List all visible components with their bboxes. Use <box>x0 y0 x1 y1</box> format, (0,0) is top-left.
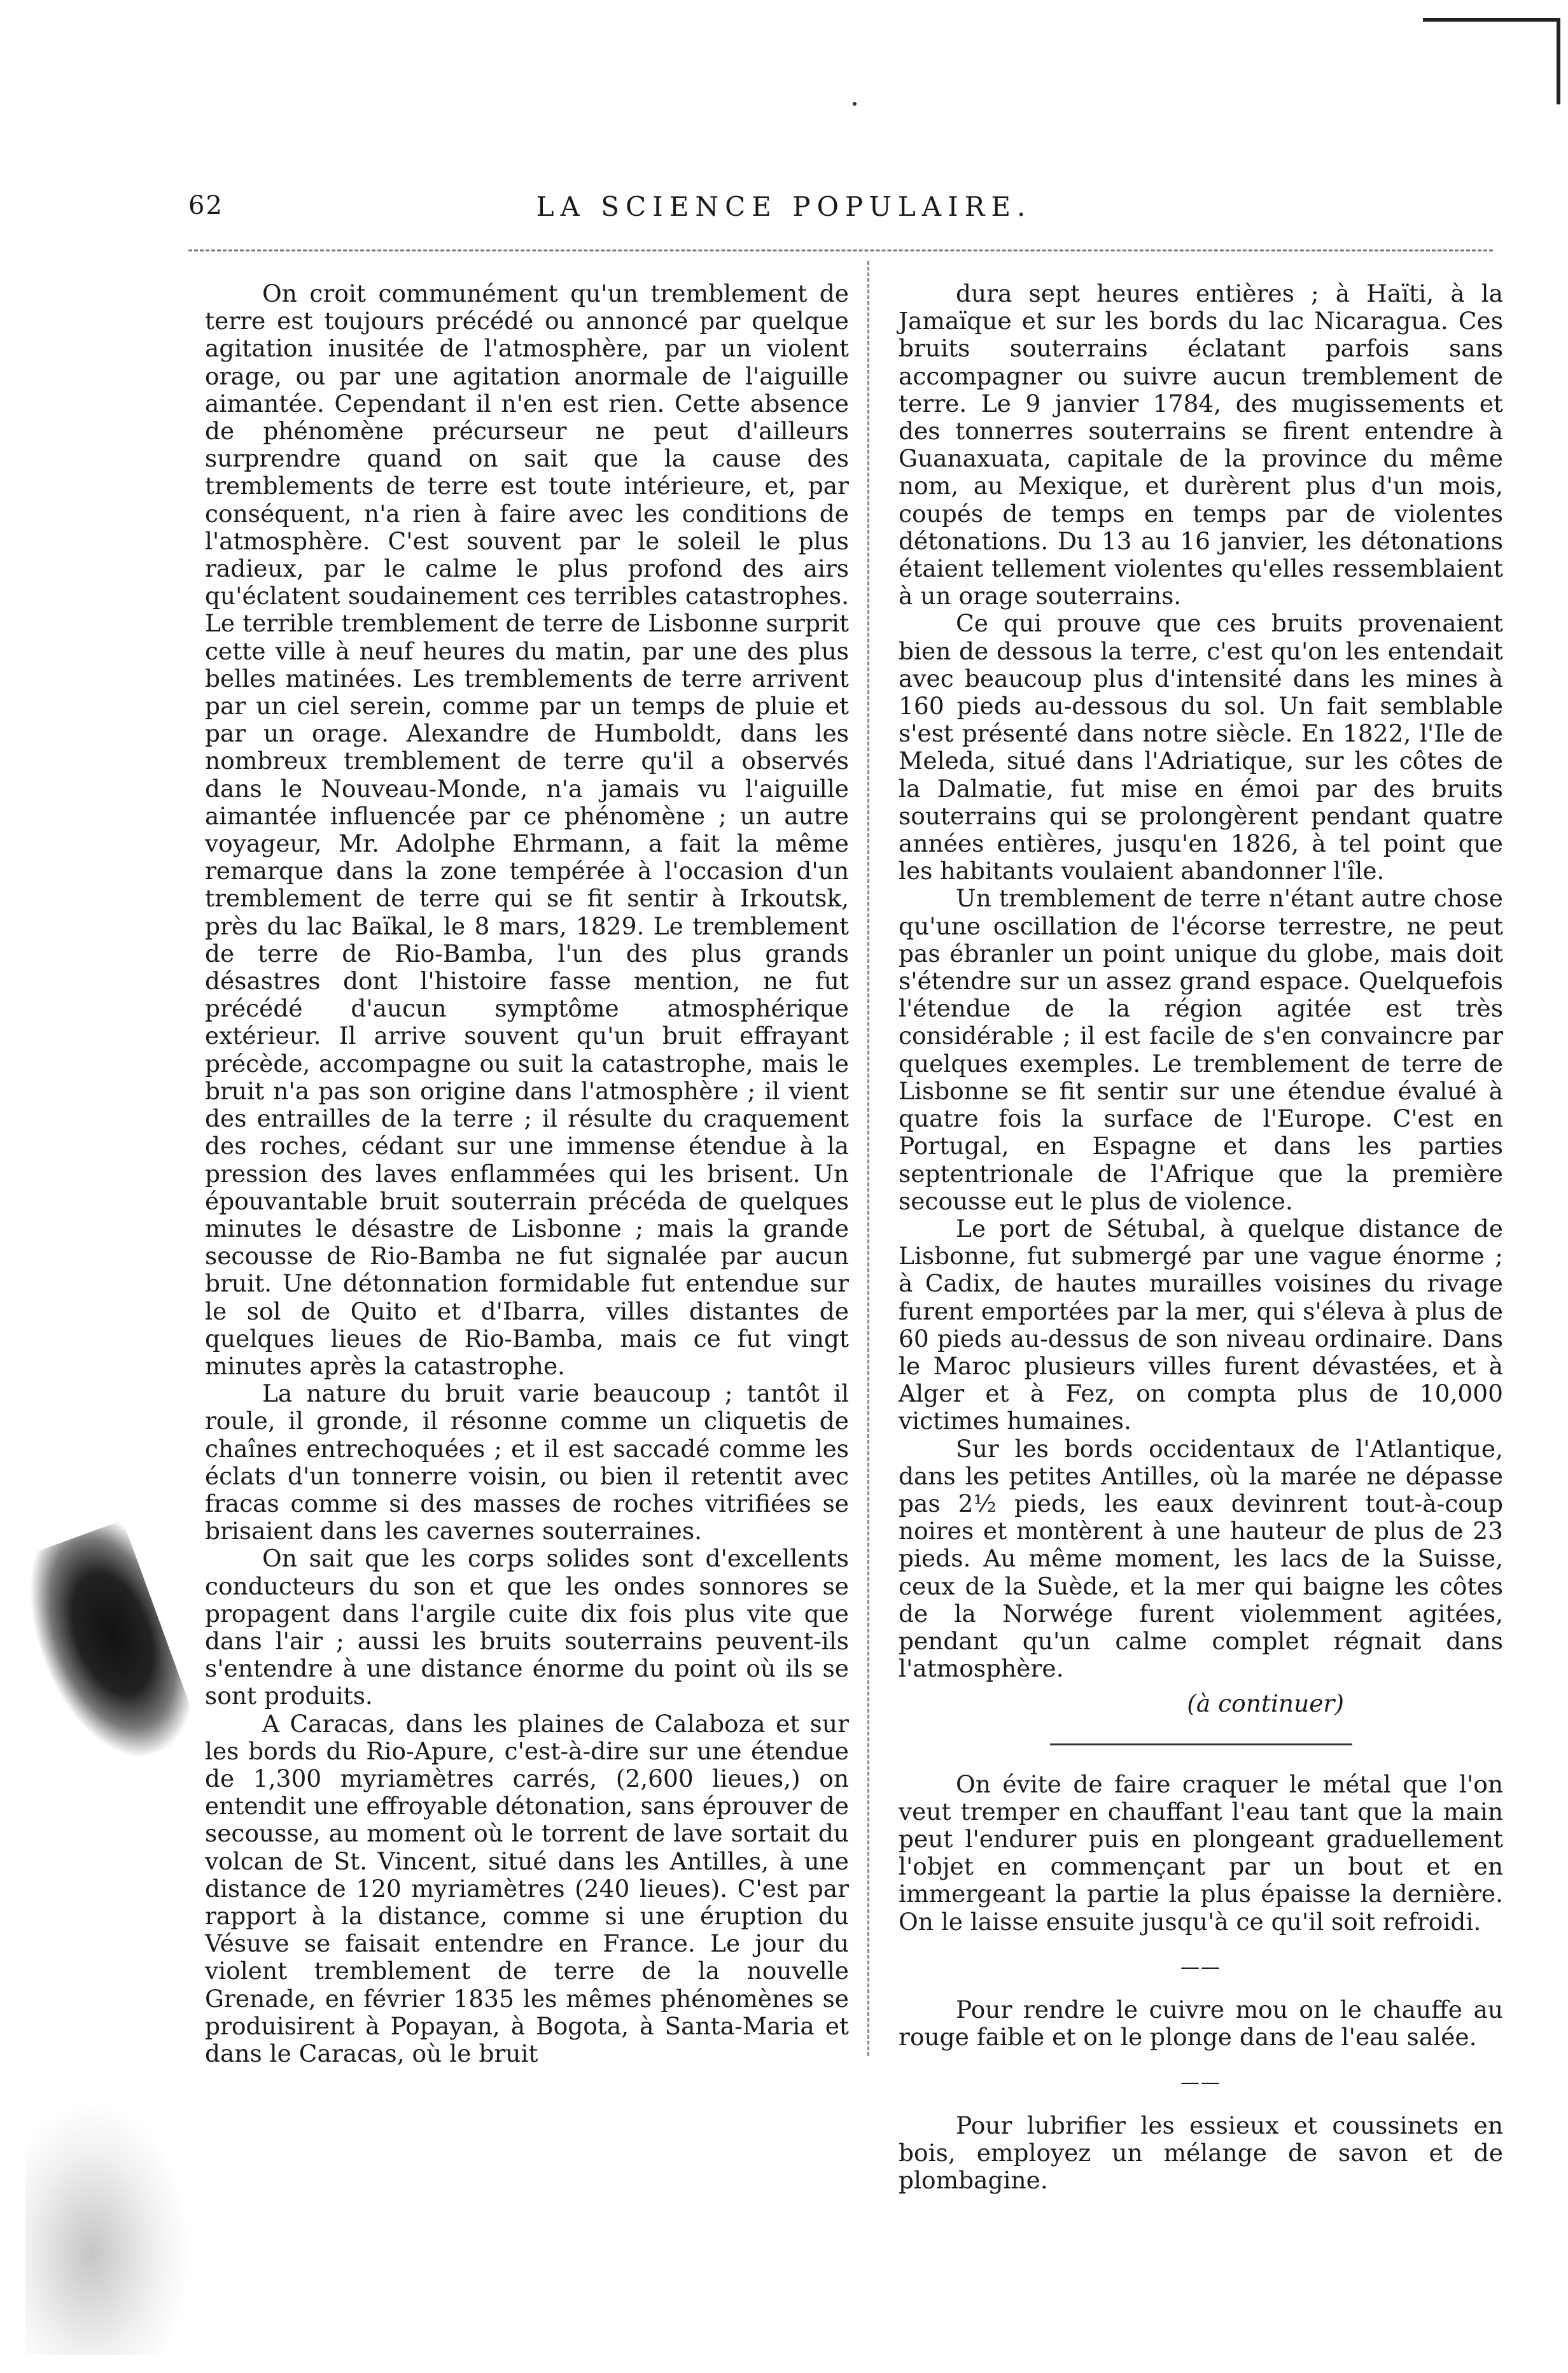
paragraph: dura sept heures entières ; à Haïti, à la Jamaïque et sur les bords du lac Nicaragua. Ces bruits souterrains éclatant parfois sans accompagner ou suivre aucun tremblement de terre. Le 9 janvier 1784, des mugissements et des tonnerres souterrains se firent entendre à Guanaxuata, capitale de la province du même nom, au Mexique, et durèrent plus d'un mois, coupés de temps en temps par de violentes détonations. Du 13 au 16 janvier, les détonations étaient tellement violentes qu'elles ressemblaient à un orage souterrains. <box>899 279 1503 610</box>
paragraph: La nature du bruit varie beaucoup ; tantôt il roule, il gronde, il résonne comme un cliquetis de chaînes entrechoquées ; et il est saccadé comme les éclats d'un tonnerre voisin, ou bien il retentit avec fracas comme si des masses de roches vitrifiées se brisaient dans les cavernes souterraines. <box>205 1379 849 1546</box>
practical-note: Pour lubrifier les essieux et coussinets en bois, employez un mélange de savon et de plombagine. <box>899 2111 1503 2194</box>
paragraph: On sait que les corps solides sont d'excellents conducteurs du son et que les ondes sonnores se propagent dans l'argile cuite dix fois plus vite que dans l'air ; aussi les bruits souterrains peuvent-ils s'entendre à une distance énorme du point où ils se sont produits. <box>205 1544 849 1710</box>
corner-crop-mark <box>1423 18 1560 104</box>
page-smudge <box>25 2101 191 2355</box>
note-separator: —— <box>1180 1955 1221 1978</box>
note-separator: —— <box>1180 2071 1221 2094</box>
paragraph: Ce qui prouve que ces bruits provenaient bien de dessous la terre, c'est qu'on les entendait avec beaucoup plus d'intensité dans les mines à 160 pieds au-dessous du sol. Un fait semblable s'est présenté dans notre siècle. En 1822, l'Ile de Meleda, situé dans l'Adriatique, sur les côtes de la Dalmatie, fut mise en émoi par des bruits souterrains qui se prolongèrent pendant quatre années entières, jusqu'en 1826, à tel point que les habitants voulaient abandonner l'île. <box>899 609 1503 885</box>
page-number: 62 <box>188 191 223 220</box>
right-column <box>899 280 1503 2194</box>
left-column <box>205 280 849 2067</box>
paragraph: Sur les bords occidentaux de l'Atlantique, dans les petites Antilles, où la marée ne dépasse pas 2½ pieds, les eaux devinrent tout-à-coup noires et montèrent à une hauteur de plus de 23 pieds. Au même moment, les lacs de la Suisse, ceux de la Suède, et la mer qui baigne les côtes de la Norwége furent violemment agitées, pendant qu'un calme complet régnait dans l'atmosphère. <box>899 1434 1503 1683</box>
paragraph: Un tremblement de terre n'étant autre chose qu'une oscillation de l'écorse terrestre, ne peut pas ébranler un point unique du globe, mais doit s'étendre sur un assez grand espace. Quelquefois l'étendue de la région agitée est très considérable ; il est facile de s'en convaincre par quelques exemples. Le tremblement de terre de Lisbonne se fit sentir sur une étendue évalué à quatre fois la surface de l'Europe. C'est en Portugal, en Espagne et dans les parties septentrionale de l'Afrique que la première secousse eut le plus de violence. <box>899 884 1503 1215</box>
running-title: LA SCIENCE POPULAIRE. <box>536 191 1032 222</box>
column-divider <box>867 261 869 2056</box>
paragraph: Le port de Sétubal, à quelque distance de Lisbonne, fut submergé par une vague énorme ; à Cadix, de hautes murailles voisines du rivage furent emportées par la mer, qui s'éleva à plus de 60 pieds au-dessus de son niveau ordinaire. Dans le Maroc plusieurs villes furent dévastées, et à Alger et à Fez, on compta plus de 10,000 victimes humaines. <box>899 1214 1503 1435</box>
ink-speck <box>853 102 857 106</box>
continuation-note: (à continuer) <box>1187 1689 1344 1718</box>
paragraph: A Caracas, dans les plaines de Calaboza et sur les bords du Rio-Apure, c'est-à-dire sur une étendue de 1,300 myriamètres carrés, (2,600 lieues,) on entendit une effroyable détonation, sans éprouver de secousse, au moment où le torrent de lave sortait du volcan de St. Vincent, situé dans les Antilles, à une distance de 120 myriamètres (240 lieues). C'est par rapport à la distance, comme si une éruption du Vésuve se faisait entendre en France. Le jour du violent tremblement de terre de la nouvelle Grenade, en février 1835 les mêmes phénomènes se produisirent à Popayan, à Bogota, à Santa-Maria et dans le Caracas, où le bruit <box>205 1709 849 2067</box>
section-rule <box>1050 1743 1352 1745</box>
paragraph: On croit communément qu'un tremblement de terre est toujours précédé ou annoncé par quelque agitation inusitée de l'atmosphère, par un violent orage, ou par une agitation anormale de l'aiguille aimantée. Cependant il n'en est rien. Cette absence de phénomène précurseur ne peut d'ailleurs surprendre quand on sait que la cause des tremblements de terre est toute intérieure, et, par conséquent, n'a rien à faire avec les conditions de l'atmosphère. C'est souvent par le soleil le plus radieux, par le calme le plus profond des airs qu'éclatent soudainement ces terribles catastrophes. Le terrible tremblement de terre de Lisbonne surprit cette ville à neuf heures du matin, par une des plus belles matinées. Les tremblements de terre arrivent par un ciel serein, comme par un temps de pluie et par un orage. Alexandre de Humboldt, dans les nombreux tremblement de terre qu'il a observés dans le Nouveau-Monde, n'a jamais vu l'aiguille aimantée influencée par ce phénomène ; un autre voyageur, Mr. Adolphe Ehrmann, a fait la même remarque dans la zone tempérée à l'occasion d'un tremblement de terre qui se fit sentir à Irkoutsk, près du lac Baïkal, le 8 mars, 1829. Le tremblement de terre de Rio-Bamba, l'un des plus grands désastres dont l'histoire fasse mention, ne fut précédé d'aucun symptôme atmosphérique extérieur. Il arrive souvent qu'un bruit effrayant précède, accompagne ou suit la catastrophe, mais le bruit n'a pas son origine dans l'atmosphère ; il vient des entrailles de la terre ; il résulte du craquement des roches, cédant sur une immense étendue à la pression des laves enflammées qui les brisent. Un épouvantable bruit souterrain précéda de quelques minutes le désastre de Lisbonne ; mais la grande secousse de Rio-Bamba ne fut signalée par aucun bruit. Une détonnation formidable fut entendue sur le sol de Quito et d'Ibarra, villes distantes de quelques lieues de Rio-Bamba, mais ce fut vingt minutes après la catastrophe. <box>205 279 849 1380</box>
practical-note: Pour rendre le cuivre mou on le chauffe au rouge faible et on le plonge dans de l'eau salée. <box>899 1995 1503 2052</box>
practical-note: On évite de faire craquer le métal que l'on veut tremper en chauffant l'eau tant que la main peut l'endurer puis en plongeant graduellement l'objet en commençant par un bout et en immergeant la partie la plus épaisse la dernière. On le laisse ensuite jusqu'à ce qu'il soit refroidi. <box>899 1770 1503 1936</box>
header-rule <box>188 250 1493 251</box>
page-header <box>0 191 1568 229</box>
ink-blot <box>9 1520 201 1777</box>
